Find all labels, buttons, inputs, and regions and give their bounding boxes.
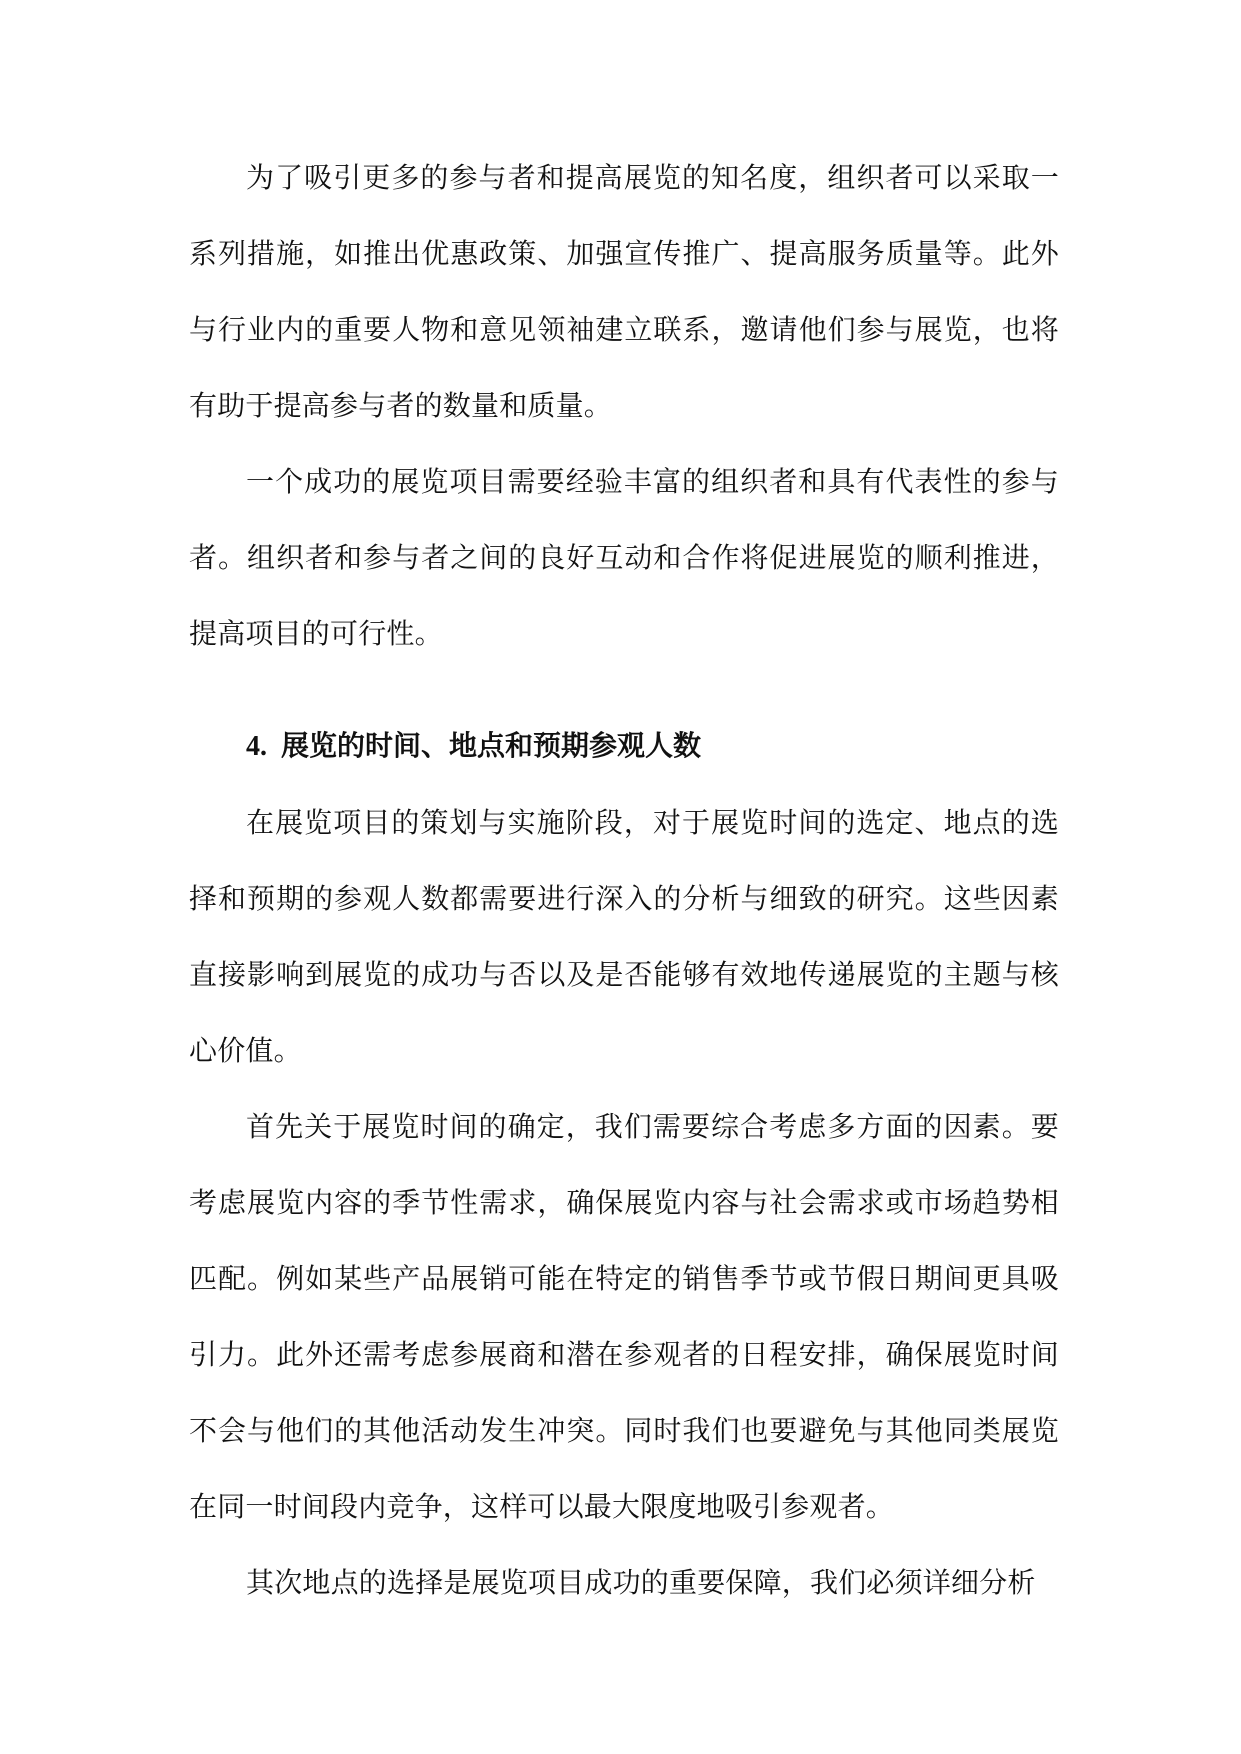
document-body [189,140,1059,1621]
paragraph: 为了吸引更多的参与者和提高展览的知名度，组织者可以采取一系列措施，如推出优惠政策、加强宣传推广、提高服务质量等。此外与行业内的重要人物和意见领袖建立联系，邀请他们参与展览，也将有助于提高参与者的数量和质量。 [189,161,1059,422]
paragraph: 在展览项目的策划与实施阶段，对于展览时间的选定、地点的选择和预期的参观人数都需要进行深入的分析与细致的研究。这些因素直接影响到展览的成功与否以及是否能够有效地传递展览的主题与核心价值。 [189,806,1059,1067]
paragraph: 首先关于展览时间的确定，我们需要综合考虑多方面的因素。要考虑展览内容的季节性需求，确保展览内容与社会需求或市场趋势相匹配。例如某些产品展销可能在特定的销售季节或节假日期间更具吸引力。此外还需考虑参展商和潜在参观者的日程安排，确保展览时间不会与他们的其他活动发生冲突。同时我们也要避免与其他同类展览在同一时间段内竞争，这样可以最大限度地吸引参观者。 [189,1110,1059,1523]
paragraph: 其次地点的选择是展览项目成功的重要保障，我们必须详细分析 [246,1566,1036,1599]
section-number: 4. [246,731,267,762]
section-title: 展览的时间、地点和预期参观人数 [281,729,702,762]
section-heading [189,708,1059,785]
paragraph: 一个成功的展览项目需要经验丰富的组织者和具有代表性的参与者。组织者和参与者之间的良好互动和合作将促进展览的顺利推进，提高项目的可行性。 [189,465,1059,650]
